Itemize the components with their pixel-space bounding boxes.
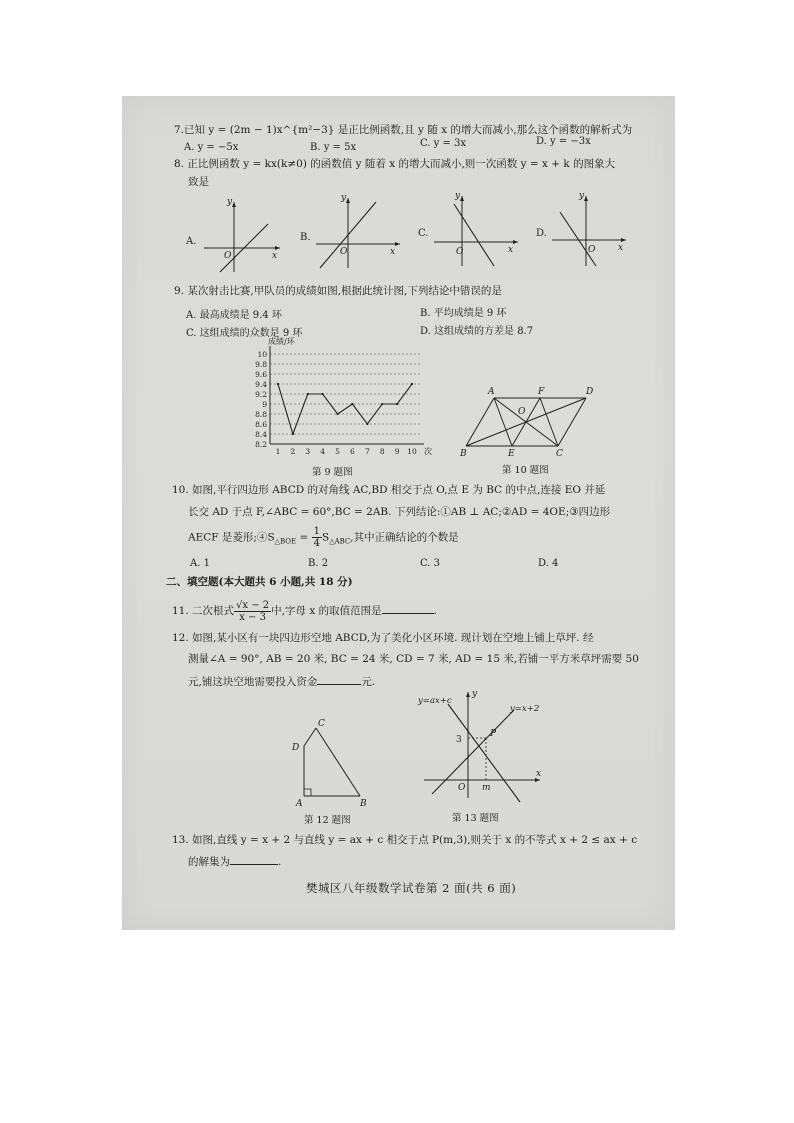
q9-option-d: D. 这组成绩的方差是 8.7 [420, 326, 534, 337]
edges-ad-dc [304, 728, 316, 796]
y-axis-arrow [584, 196, 588, 201]
q11-prefix: 11. 二次根式 [172, 605, 235, 617]
q8-label-c: C. [418, 228, 429, 239]
q11-frac-den: x − 3 [239, 611, 266, 623]
q9-option-a: A. 最高成绩是 9.4 环 [186, 310, 282, 321]
x-axis-arrow [513, 240, 518, 244]
q7-option-d: D. y = −3x [536, 136, 591, 147]
y-axis-label: y [579, 191, 585, 201]
y-tick-label: 9.8 [255, 360, 267, 369]
data-point [307, 393, 309, 395]
data-point [396, 403, 398, 405]
x-axis-label: x [508, 245, 514, 255]
point-a: A [296, 799, 303, 809]
x-tick-label: 5 [335, 447, 340, 456]
q10-line1: 10. 如图,平行四边形 ABCD 的对角线 AC,BD 相交于点 O,点 E 为 BC 的中点,连接 EO 并延 [172, 484, 606, 496]
line-y-x-2 [432, 710, 514, 794]
point-d: D [586, 387, 594, 397]
q10-sub-boe: △BOE [274, 537, 297, 546]
y-tick-label: 9.6 [255, 370, 267, 379]
point-d: D [292, 743, 300, 753]
x-tick-label: 6 [350, 447, 355, 456]
page-footer: 樊城区八年级数学试卷第 2 面(共 6 面) [306, 881, 517, 895]
q7-option-c: C. y = 3x [420, 138, 467, 149]
point-b: B [360, 799, 367, 809]
q12-line3 [188, 674, 375, 689]
q13-line1: 13. 如图,直线 y = x + 2 与直线 y = ax + c 相交于点 P(m,3),则关于 x 的不等式 x + 2 ≤ ax + c [172, 834, 638, 846]
x-tick-label: 2 [290, 447, 296, 456]
x-tick-label: 1 [275, 447, 281, 456]
q13-line2-text: 的解集为 [188, 856, 230, 868]
x-axis-arrow [275, 246, 280, 250]
q11-end: . [433, 605, 437, 617]
q13-end: . [278, 856, 282, 868]
point-f: F [538, 387, 545, 397]
q11-answer-blank[interactable] [382, 603, 434, 614]
q9-line-chart [230, 337, 432, 460]
q10-sub-abc: △ABC [329, 537, 351, 546]
q12-line2: 测量∠A = 90°, AB = 20 米, BC = 24 米, CD = 7 米, AD = 15 米,若铺一平方米草坪需要 50 [188, 653, 639, 665]
data-point [322, 393, 324, 395]
point-c: C [318, 719, 325, 729]
q13-caption: 第 13 题图 [452, 813, 499, 824]
q9-caption: 第 9 题图 [312, 467, 353, 478]
data-point [381, 403, 383, 405]
q9-option-b: B. 平均成绩是 9 环 [420, 308, 507, 319]
x-tick-label: 4 [320, 447, 326, 456]
q8-label-d: D. [536, 228, 547, 239]
x-axis-title: 次 [424, 447, 432, 456]
series-line [278, 384, 412, 434]
y-tick-label: 8.8 [255, 410, 267, 419]
q12-line1: 12. 如图,某小区有一块四边形空地 ABCD,为了美化小区环境. 现计划在空地上铺上草坪. 经 [172, 632, 594, 644]
y-axis-arrow [466, 692, 470, 697]
q10-option-c: C. 3 [420, 558, 441, 569]
point-a: A [488, 387, 495, 397]
q12-answer-blank[interactable] [317, 674, 361, 685]
x-axis-arrow [395, 242, 400, 246]
x-tick-m: m [482, 783, 491, 793]
data-point [336, 413, 338, 415]
y-axis-label: y [341, 193, 347, 203]
q10-option-d: D. 4 [538, 558, 559, 569]
q11-text [172, 598, 437, 624]
data-point [292, 433, 294, 435]
q10-line3-b: S [322, 531, 330, 544]
segment-ef [512, 398, 540, 446]
point-c: C [556, 449, 563, 459]
q13-lines-figure [418, 690, 554, 806]
x-axis-label: x [618, 243, 624, 253]
q11-frac-num: √x − 2 [236, 599, 270, 611]
y-tick-label: 9.2 [255, 390, 267, 399]
y-axis-label: y [472, 689, 478, 699]
q8-graph-d [550, 191, 630, 269]
origin-label: O [588, 245, 596, 255]
q10-line3-a: AECF 是菱形;④S [188, 531, 275, 544]
x-tick-label: 9 [394, 447, 400, 456]
q9-stem: 9. 某次射击比赛,甲队员的成绩如图,根据此统计图,下列结论中错误的是 [174, 285, 502, 297]
x-tick-label: 8 [379, 447, 385, 456]
q8-graph-b [314, 193, 404, 271]
q10-line2: 长交 AD 于点 F,∠ABC = 60°,BC = 2AB. 下列结论:①AB ⊥ AC;②AD = 4OE;③四边形 [188, 506, 611, 518]
q10-line3 [188, 526, 459, 553]
q10-frac-num: 1 [313, 526, 321, 537]
data-point [411, 383, 413, 385]
q13-line2 [188, 854, 281, 869]
edge-dc [558, 398, 586, 446]
x-tick-label: 10 [407, 447, 417, 456]
q12-caption: 第 12 题图 [304, 815, 351, 826]
q11-suffix: 中,字母 x 的取值范围是 [271, 605, 382, 617]
y-tick-label: 8.4 [255, 430, 267, 439]
q10-frac-den: 4 [313, 538, 321, 549]
q12-quadrilateral-figure [290, 718, 380, 808]
section2-heading: 二、填空题(本大题共 6 小题,共 18 分) [166, 576, 353, 588]
q8-graph-a [202, 197, 282, 275]
q10-fraction [312, 526, 322, 549]
y-tick-label: 9.4 [255, 380, 267, 389]
point-o: O [518, 407, 526, 417]
data-point [366, 423, 368, 425]
exam-sheet [122, 96, 675, 930]
q12-end: 元. [361, 676, 376, 688]
q7-option-a: A. y = −5x [184, 142, 239, 153]
y-axis-label: y [455, 191, 461, 201]
q7-option-b: B. y = 5x [310, 142, 357, 153]
line-graph [560, 212, 596, 266]
data-point [351, 403, 353, 405]
point-e: E [508, 449, 515, 459]
q13-answer-blank[interactable] [230, 854, 278, 865]
origin-label: O [224, 251, 232, 261]
point-b: B [460, 449, 467, 459]
q10-line3-c: ,其中正确结论的个数是 [350, 531, 459, 544]
q10-option-a: A. 1 [190, 558, 210, 569]
x-axis-arrow [621, 238, 626, 242]
q8-stem-line1: 8. 正比例函数 y = kx(k≠0) 的函数值 y 随着 x 的增大而减小,则一次函数 y = x + k 的图象大 [174, 158, 616, 170]
q9-option-c: C. 这组成绩的众数是 9 环 [186, 328, 303, 339]
right-angle-mark [304, 789, 311, 796]
x-tick-label: 7 [364, 447, 370, 456]
origin-label: O [456, 247, 464, 257]
q10-caption: 第 10 题图 [502, 465, 549, 476]
data-point [277, 383, 279, 385]
y-tick-label: 8.6 [255, 420, 267, 429]
y-tick-label: 9 [262, 400, 267, 409]
x-axis-label: x [390, 247, 396, 257]
origin-label: O [458, 783, 466, 793]
edge-ab [466, 398, 494, 446]
label-y-ax-c: y=ax+c [418, 696, 452, 706]
q11-fraction [234, 600, 271, 623]
y-tick-label: 10 [257, 350, 267, 359]
q10-parallelogram-figure [458, 386, 598, 458]
label-y-x-2: y=x+2 [510, 704, 540, 714]
x-tick-label: 3 [305, 447, 311, 456]
q10-option-b: B. 2 [308, 558, 329, 569]
y-tick-label: 8.2 [255, 440, 267, 449]
y-tick-3: 3 [456, 735, 462, 745]
y-axis-label: y [227, 197, 233, 207]
x-axis-label: x [272, 251, 278, 261]
q8-graph-c [432, 191, 522, 269]
q8-label-b: B. [300, 232, 311, 243]
y-axis-arrow [232, 202, 236, 207]
q8-label-a: A. [186, 236, 197, 247]
y-axis-arrow [460, 196, 464, 201]
q7-stem: 7.已知 y = (2m − 1)x^{m²−3} 是正比例函数,且 y 随 x 的增大而减小,那么这个函数的解析式为 [174, 124, 633, 136]
q8-stem-line2: 致是 [188, 176, 209, 188]
point-p: P [490, 729, 497, 739]
origin-label: O [340, 247, 348, 257]
x-axis-label: x [536, 769, 542, 779]
y-axis-title: 成绩/环 [268, 337, 295, 346]
q12-line3-text: 元,铺这块空地需要投入资金 [188, 676, 318, 688]
y-axis-arrow [346, 198, 350, 203]
edge-cb [316, 728, 360, 796]
q10-eq: = [296, 531, 312, 544]
